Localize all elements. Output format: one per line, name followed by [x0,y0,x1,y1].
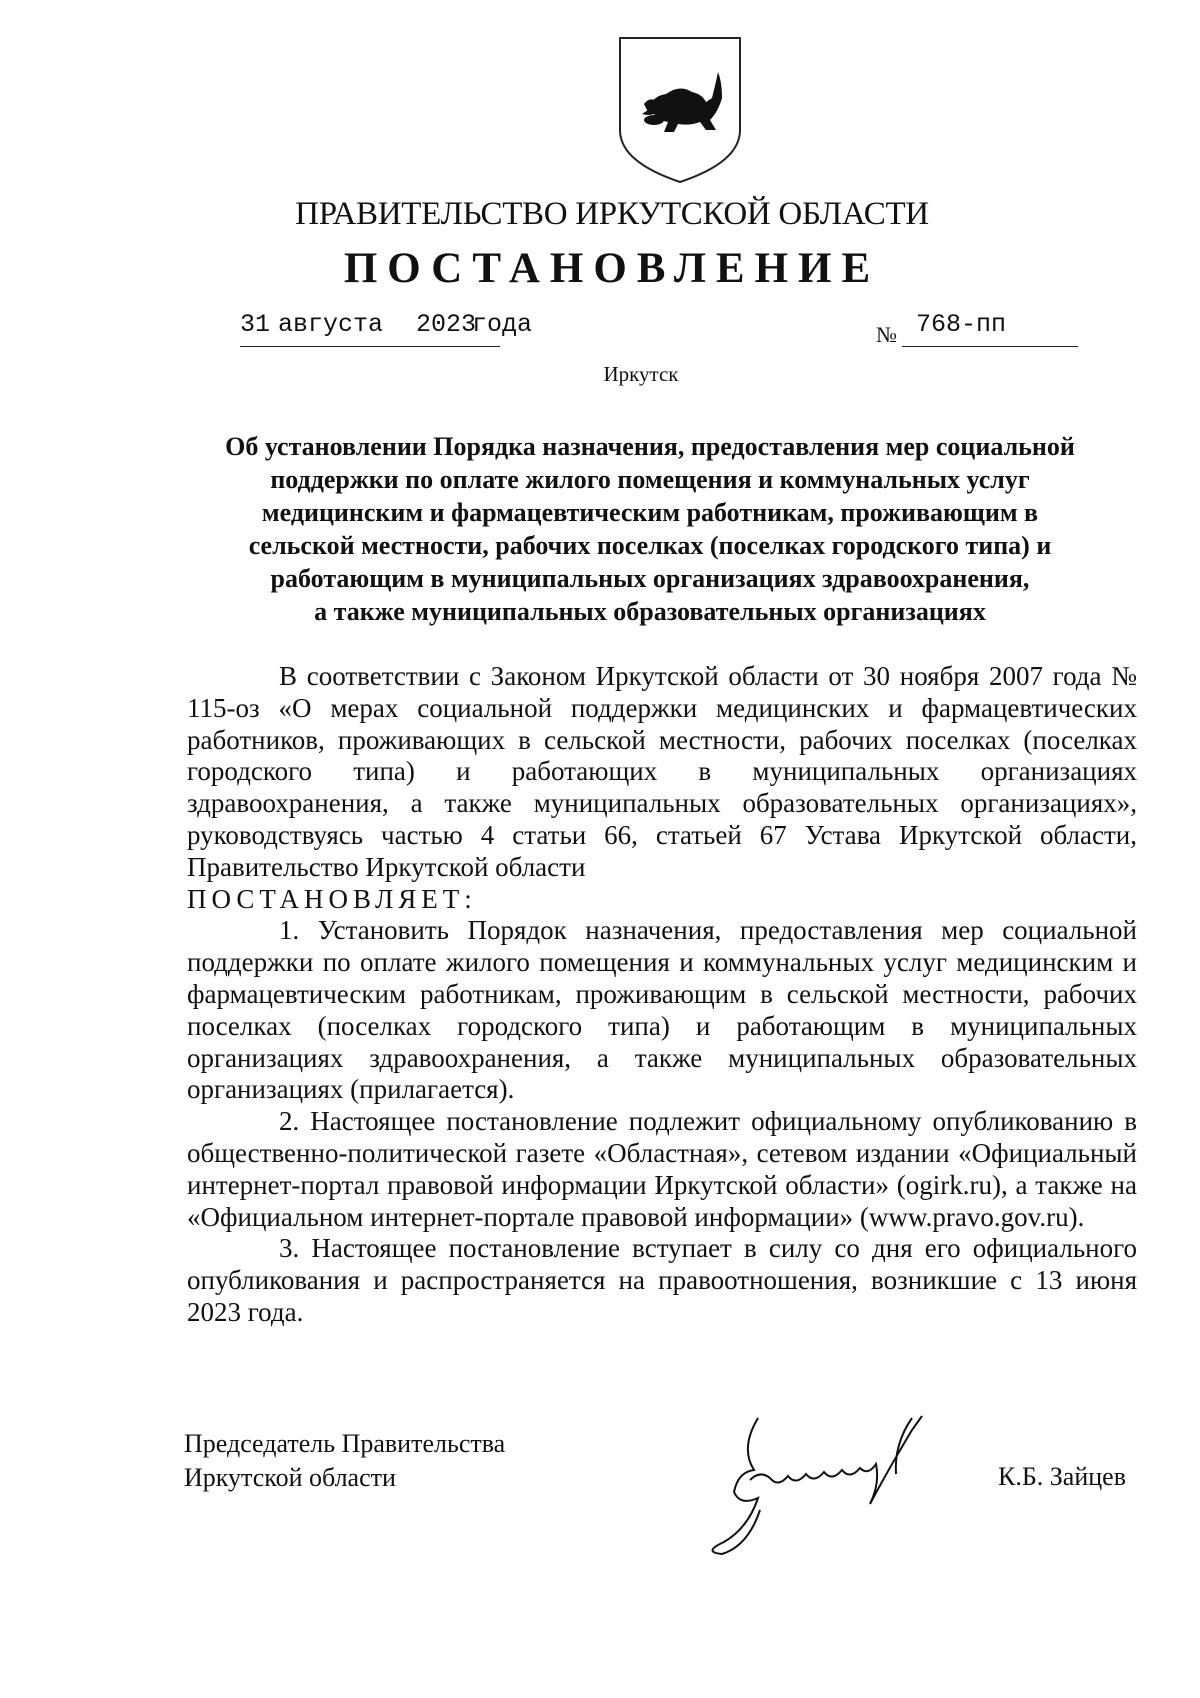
date-year: 2023 [416,310,477,339]
number-field [902,306,1078,347]
date-field [240,306,500,347]
title-line: сельской местности, рабочих поселках (поселках городского типа) и [248,531,1052,560]
government-name: ПРАВИТЕЛЬСТВО ИРКУТСКОЙ ОБЛАСТИ [295,196,929,232]
signatory-name: К.Б. Зайцев [998,1462,1126,1491]
handwritten-signature-icon [700,1410,990,1560]
decrees-word: ПОСТАНОВЛЯЕТ: [187,883,477,914]
title-line: медицинским и фармацевтическим работникам, проживающим в [261,498,1039,527]
date-month: августа [278,310,384,339]
document-title [170,430,1130,628]
position-line: Председатель Правительства [184,1429,506,1458]
document-body [187,661,1137,1329]
title-line: поддержки по оплате жилого помещения и коммунальных услуг [270,465,1030,494]
title-line: а также муниципальных образовательных организациях [314,597,986,626]
title-line: работающим в муниципальных организациях здравоохранения, [270,564,1030,593]
signatory-position [184,1427,505,1495]
date-day: 31 [240,310,271,339]
preamble-paragraph: В соответствии с Законом Иркутской области от 30 ноября 2007 года № 115-оз «О мерах социальной поддержки медицинских и фармацевтических работников, проживающих в сельской местности, рабочих поселках (поселках городского типа) и работающих в муниципальных организациях здравоохранения, а также муниципальных образовательных организациях», руководствуясь частью 4 статьи 66, статьей 67 Устава Иркутской области, Правительство Иркутской области [187,661,1137,882]
document-type: ПОСТАНОВЛЕНИЕ [343,245,881,292]
title-line: Об установлении Порядка назначения, предоставления мер социальной [225,432,1075,461]
item-1-paragraph: 1. Установить Порядок назначения, предоставления мер социальной поддержки по оплате жилого помещения и коммунальных услуг медицинским и фармацевтическим работникам, проживающим в сельской местности, рабочих поселках (поселках городского типа) и работающим в муниципальных организациях здравоохранения, а также муниципальных образовательных организациях (прилагается). [187,915,1137,1105]
coat-of-arms-icon [614,34,746,186]
city: Иркутск [603,362,679,386]
date-word: года [472,310,533,339]
position-line: Иркутской области [184,1463,396,1492]
number-label: № [876,322,897,347]
item-2-paragraph: 2. Настоящее постановление подлежит официальному опубликованию в общественно-политической газете «Областная», сетевом издании «Официальный интернет-портал правовой информации Иркутской области» (ogirk.ru), а также на «Официальном интернет-портале правовой информации» (www.pravo.gov.ru). [187,1106,1137,1232]
document-number: 768-пп [916,310,1007,339]
item-3-paragraph: 3. Настоящее постановление вступает в силу со дня его официального опубликования и распространяется на правоотношения, возникшие с 13 июня 2023 года. [187,1233,1137,1327]
